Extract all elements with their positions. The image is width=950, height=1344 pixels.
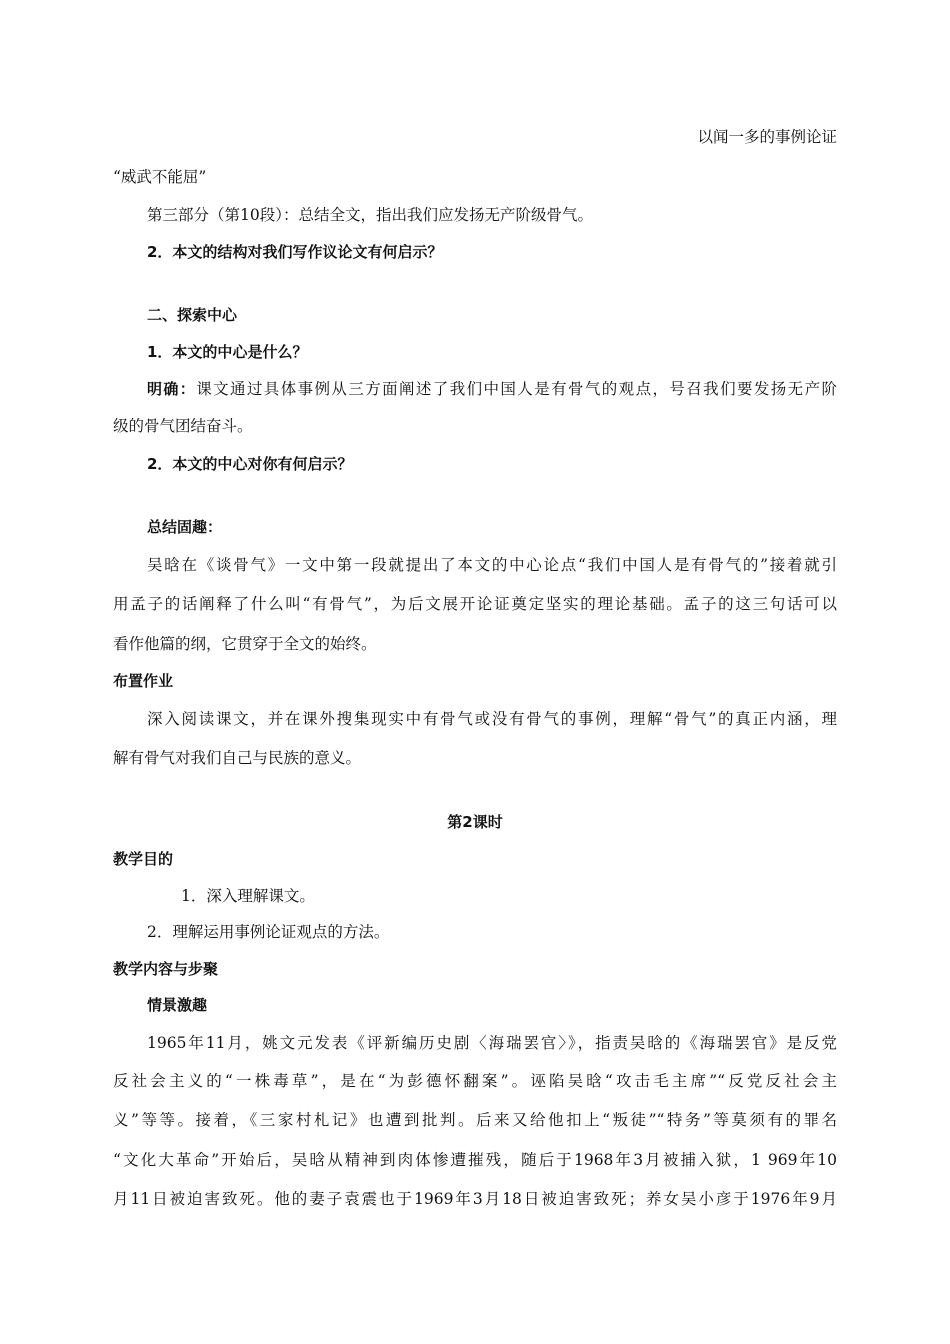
lesson-title: 第2课时 [447, 813, 503, 831]
paragraph-line: 1965年11月，姚文元发表《评新编历史剧〈海瑞罢官〉》，指责吴晗的《海瑞罢官》是反党 [147, 1034, 837, 1052]
paragraph-line [147, 379, 837, 399]
paragraph-line: “文化大革命”开始后，吴晗从精神到肉体惨遭摧残，随后于1968年3月被捕入狱，1 969年10 [113, 1151, 837, 1169]
paragraph-line: 深入阅读课文，并在课外搜集现实中有骨气或没有骨气的事例，理解“骨气”的真正内涵，理 [147, 710, 837, 728]
paragraph-line: 用孟子的话阐释了什么叫“有骨气”，为后文展开论证奠定坚实的理论基础。孟子的这三句话可以 [113, 595, 837, 613]
section-heading: 教学目的 [113, 850, 174, 868]
text-line: “威武不能屈” [113, 168, 207, 186]
section-heading: 二、探索中心 [147, 306, 238, 324]
list-item: 1．深入理解课文。 [181, 887, 315, 905]
answer-text: 课文通过具体事例从三方面阐述了我们中国人是有骨气的观点，号召我们要发扬无产阶 [196, 380, 837, 398]
paragraph-line: 看作他篇的纲，它贯穿于全文的始终。 [113, 635, 377, 653]
paragraph-line: 级的骨气团结奋斗。 [113, 417, 253, 435]
paragraph-line: 反社会主义的“一株毒草”，是在“为彭德怀翻案”。诬陷吴晗“攻击毛主席”“反党反社会主 [113, 1072, 837, 1090]
subsection-heading: 情景激趣 [147, 996, 208, 1014]
paragraph-line: 吴晗在《谈骨气》一文中第一段就提出了本文的中心论点“我们中国人是有骨气的”接着就引 [147, 556, 837, 574]
answer-label: 明确： [147, 380, 197, 398]
text-line: 以闻一多的事例论证 [697, 128, 837, 146]
paragraph-line: 解有骨气对我们自己与民族的意义。 [113, 749, 362, 767]
question-heading: 1．本文的中心是什么？ [147, 343, 308, 361]
paragraph-line: 月11日被迫害致死。他的妻子袁震也于1969年3月18日被迫害致死；养女吴小彦于1976年9月 [113, 1190, 837, 1208]
text-line: 第三部分（第10段）：总结全文，指出我们应发扬无产阶级骨气。 [147, 206, 593, 224]
question-heading: 2．本文的结构对我们写作议论文有何启示？ [147, 243, 443, 261]
subsection-heading: 总结固趣： [147, 518, 223, 536]
section-heading: 教学内容与步聚 [113, 960, 219, 978]
list-item: 2．理解运用事例论证观点的方法。 [147, 923, 390, 941]
question-heading: 2．本文的中心对你有何启示？ [147, 455, 353, 473]
section-heading: 布置作业 [113, 672, 174, 690]
paragraph-line: 义”等等。接着，《三家村札记》也遭到批判。后来又给他扣上“叛徒”“特务”等莫须有的罪名 [113, 1111, 837, 1129]
